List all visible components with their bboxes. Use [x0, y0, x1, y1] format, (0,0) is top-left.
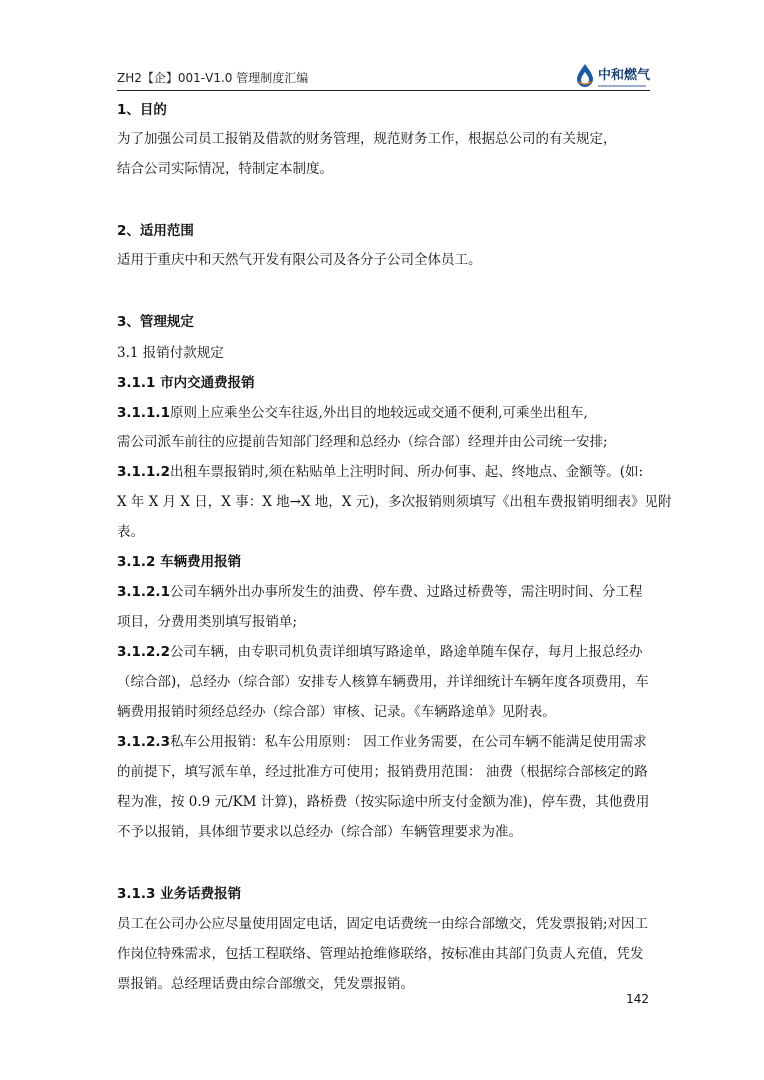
line-text: 3.1.3 业务话费报销	[117, 886, 242, 902]
body-text-line	[117, 912, 648, 932]
line-text: X 年 X 月 X 日，X 事：X 地→X 地，X 元)，多次报销则须填写《出租车费报销明细表》见附	[117, 494, 672, 510]
body-text-line	[117, 610, 297, 630]
body-text-line	[117, 460, 643, 480]
line-text: 不予以报销，具体细节要求以总经办（综合部）车辆管理要求为准。	[117, 824, 522, 840]
body-text-line	[117, 730, 647, 750]
flame-drop-icon	[575, 63, 595, 87]
line-text: 出租车票报销时,须在粘贴单上注明时间、所办何事、起、终地点、金额等。(如:	[169, 464, 644, 480]
line-text: 2、适用范围	[117, 223, 194, 239]
body-text-line	[117, 341, 224, 361]
line-text: 需公司派车前往的应提前告知部门经理和总经办（综合部）经理并由公司统一安排;	[117, 434, 608, 450]
body-text-line	[117, 790, 649, 810]
company-logo	[575, 59, 650, 87]
page-number: 142	[626, 992, 649, 1006]
line-text: 公司车辆外出办事所发生的油费、停车费、过路过桥费等，需注明时间、分工程	[169, 584, 643, 600]
line-text: 3.1.1 市内交通费报销	[117, 375, 255, 391]
line-text: 为了加强公司员工报销及借款的财务管理，规范财务工作，根据总公司的有关规定，	[117, 131, 617, 147]
line-text: 表。	[117, 524, 144, 540]
clause-number: 3.1.2.1	[117, 584, 170, 600]
line-text: 员工在公司办公应尽量使用固定电话，固定电话费统一由综合部缴交，凭发票报销;对因工	[117, 916, 649, 932]
clause-number: 3.1.2.2	[117, 644, 170, 660]
body-text-line	[117, 127, 617, 147]
logo-underline	[598, 85, 646, 87]
body-text-line	[117, 670, 649, 690]
body-text-line	[117, 972, 414, 992]
body-text-line	[117, 248, 482, 268]
line-text: 的前提下，填写派车单，经过批准方可使用；报销费用范围： 油费（根据综合部核定的路	[117, 764, 648, 780]
line-text: 私车公用报销：私车公用原则： 因工作业务需要，在公司车辆不能满足使用需求	[169, 734, 647, 750]
body-text-line	[117, 942, 644, 962]
line-text: 辆费用报销时须经总经办（综合部）审核、记录。《车辆路途单》见附表。	[117, 704, 556, 720]
body-text-line	[117, 520, 144, 540]
body-text-line	[117, 430, 608, 450]
page-header	[117, 58, 650, 91]
section-heading	[117, 882, 241, 902]
logo-text: 中和燃气	[597, 68, 650, 83]
clause-number: 3.1.1.2	[117, 464, 170, 480]
body-text-line	[117, 640, 642, 660]
line-text: 作岗位特殊需求，包括工程联络、管理站抢维修联络，按标准由其部门负责人充值，凭发	[117, 946, 644, 962]
line-text: （综合部)，总经办（综合部）安排专人核算车辆费用，并详细统计车辆年度各项费用，车	[117, 674, 649, 690]
line-text: 3、管理规定	[117, 314, 194, 330]
line-text: 项目，分费用类别填写报销单;	[117, 614, 298, 630]
section-heading	[117, 98, 167, 118]
body-text-line	[117, 820, 522, 840]
body-text-line	[117, 490, 671, 510]
section-heading	[117, 371, 255, 391]
line-text: 票报销。总经理话费由综合部缴交，凭发票报销。	[117, 976, 414, 992]
body-text-line	[117, 580, 642, 600]
line-text: 3.1.2 车辆费用报销	[117, 554, 242, 570]
body-text-line	[117, 760, 648, 780]
clause-number: 3.1.2.3	[117, 734, 170, 750]
line-text: 1、目的	[117, 102, 167, 118]
line-text: 适用于重庆中和天然气开发有限公司及各分子公司全体员工。	[117, 252, 482, 268]
section-heading	[117, 550, 241, 570]
line-text: 程为准，按 0.9 元/KM 计算)，路桥费（按实际途中所支付金额为准)，停车费，其他费用	[117, 794, 650, 810]
body-text-line	[117, 700, 556, 720]
body-text-line	[117, 401, 588, 421]
line-text: 公司车辆，由专职司机负责详细填写路途单，路途单随车保存，每月上报总经办	[169, 644, 643, 660]
body-text-line	[117, 157, 333, 177]
header-title: ZH2【企】001-V1.0 管理制度汇编	[117, 71, 309, 85]
clause-number: 3.1.1.1	[117, 405, 170, 421]
line-text: 原则上应乘坐公交车往返,外出目的地较远或交通不便利,可乘坐出租车,	[169, 405, 588, 421]
line-text: 结合公司实际情况，特制定本制度。	[117, 161, 333, 177]
section-heading	[117, 219, 194, 239]
line-text: 3.1 报销付款规定	[117, 345, 224, 361]
section-heading	[117, 310, 194, 330]
